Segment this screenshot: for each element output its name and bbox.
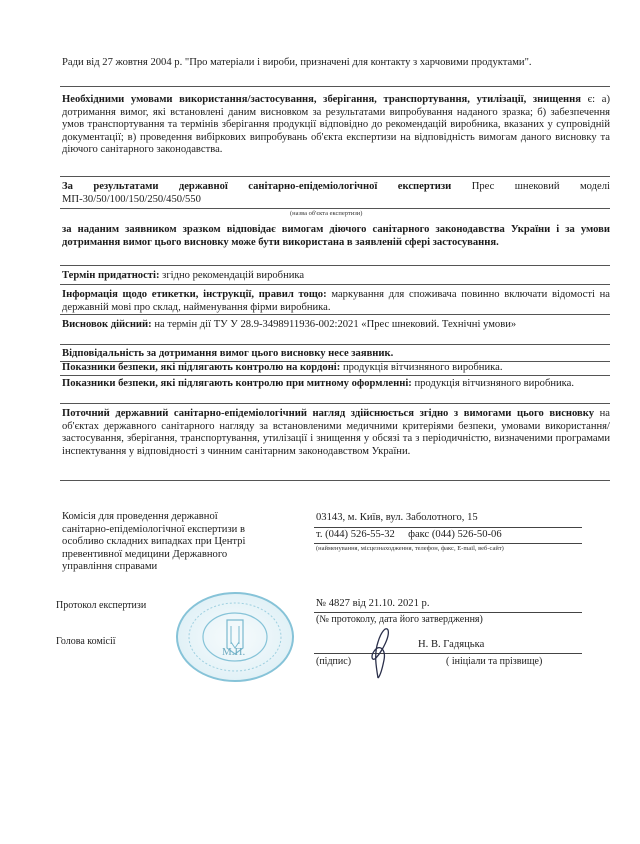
validity-section: [62, 319, 610, 332]
responsibility-statement: Відповідальність за дотримання вимог цього висновку несе заявник.: [62, 348, 394, 359]
labeling-label: Інформація щодо етикетки, інструкції, правил тощо:: [62, 289, 327, 300]
protocol-number: № 4827 від 21.10. 2021 р.: [316, 598, 430, 609]
commission-line: управління справами: [62, 561, 158, 573]
divider: [60, 265, 610, 266]
commission-line: санітарно-епідеміологічної експертизи в: [62, 523, 245, 535]
labeling-section: [62, 289, 610, 314]
shelf-life-section: [62, 270, 610, 283]
validity-label: Висновок дійсний:: [62, 319, 152, 330]
commission-phone: т. (044) 526-55-32 факс (044) 526-50-06: [316, 529, 502, 540]
conditions-section: [62, 94, 610, 157]
border-control-section: [62, 362, 610, 375]
divider: [60, 403, 610, 404]
customs-control-text: продукція вітчизняного виробника.: [414, 378, 575, 389]
protocol-label: Протокол експертизи: [56, 600, 147, 611]
address-caption: (найменування, місцезнаходження, телефон, факс, E-mail, веб-сайт): [316, 545, 504, 552]
shelf-life-value: згідно рекомендацій виробника: [162, 270, 305, 281]
divider: [60, 480, 610, 481]
validity-text: на термін дії ТУ У 28.9-3498911936-002:2021 «Прес шнековий. Технічні умови»: [154, 319, 517, 330]
customs-control-label: Показники безпеки, які підлягають контролю при митному оформленні:: [62, 378, 412, 389]
head-name: Н. В. Гадяцька: [418, 639, 485, 650]
customs-control-section: [62, 378, 610, 391]
commission-address: 03143, м. Київ, вул. Заболотного, 15: [316, 512, 478, 523]
stamp-mark: М.П.: [222, 646, 246, 658]
supervision-label: Поточний державний санітарно-епідеміологічний нагляд здійснюється згідно з вимогами цього висновку: [62, 408, 595, 419]
supervision-text: на об'єктах державного санітарного нагляду за встановленими медичними критеріями безпеки, умовами використання/застосування, зберігання, транспортування, утилізації і знищення у обсязі та з періодичністю, визначеними програмами інспектування у відповідності з чинним санітарним законодавством України.: [62, 408, 610, 457]
divider: [60, 208, 610, 209]
commission-line: Комісія для проведення державної: [62, 511, 218, 522]
protocol-caption: (№ протоколу, дата його затвердження): [316, 614, 483, 625]
border-control-label: Показники безпеки, які підлягають контролю на кордоні:: [62, 362, 341, 373]
conditions-text: є: а) дотримання вимог, які встановлені даним висновком за результатами випробування наданого зразка; б) забезпечення умов транспортування та термінів зберігання продукції відповідно до рекомендацій виробника, вказаних у супровідній документації; в) проведення вибіркових випробувань об'єкта експертизи на відповідність вимогам даного висновку та діючого санітарного законодавства.: [62, 94, 610, 156]
address-underline: [314, 527, 582, 528]
official-stamp: [173, 590, 297, 684]
results-object: Прес шнековий моделі МП-30/50/100/150/250/450/550: [62, 181, 610, 205]
divider: [60, 344, 610, 345]
intro-text: Ради від 27 жовтня 2004 р. "Про матеріали і вироби, призначені для контакту з харчовими продуктами".: [62, 57, 532, 68]
divider: [60, 284, 610, 285]
border-control-text: продукція вітчизняного виробника.: [342, 362, 503, 373]
results-caption: (назва об'єкта експертизи): [290, 210, 363, 217]
head-label: Голова комісії: [56, 636, 116, 647]
results-label: За результатами державної санітарно-епідеміологічної експертизи: [62, 181, 452, 192]
commission-name: [62, 511, 292, 574]
divider: [60, 314, 610, 315]
divider: [60, 86, 610, 87]
supervision-section: [62, 408, 610, 458]
compliance-statement: за наданим заявником зразком відповідає вимогам діючого санітарного законодавства України і за умови дотримання вимог цього висновку може бути використана в заявленій сфері застосування.: [62, 224, 610, 248]
results-section: [62, 181, 610, 206]
labeling-text: маркування для споживача повинно включати відомості на державній мові про склад, найменування фірми виробника.: [62, 289, 610, 313]
phone-underline: [314, 543, 582, 544]
handwritten-signature: [350, 620, 410, 680]
shelf-life-label: Термін придатності:: [62, 270, 160, 281]
signature-caption: (підпис): [316, 656, 352, 667]
name-caption: ( ініціали та прізвище): [446, 656, 543, 667]
intro-paragraph: [62, 57, 610, 70]
divider: [60, 375, 610, 376]
commission-line: превентивної медицини Державного: [62, 548, 228, 560]
commission-line: особливо складних випадках при Центрі: [62, 536, 246, 548]
conditions-label: Необхідними умовами використання/застосування, зберігання, транспортування, утилізації, знищення: [62, 94, 581, 105]
protocol-underline: [314, 612, 582, 613]
divider: [60, 176, 610, 177]
